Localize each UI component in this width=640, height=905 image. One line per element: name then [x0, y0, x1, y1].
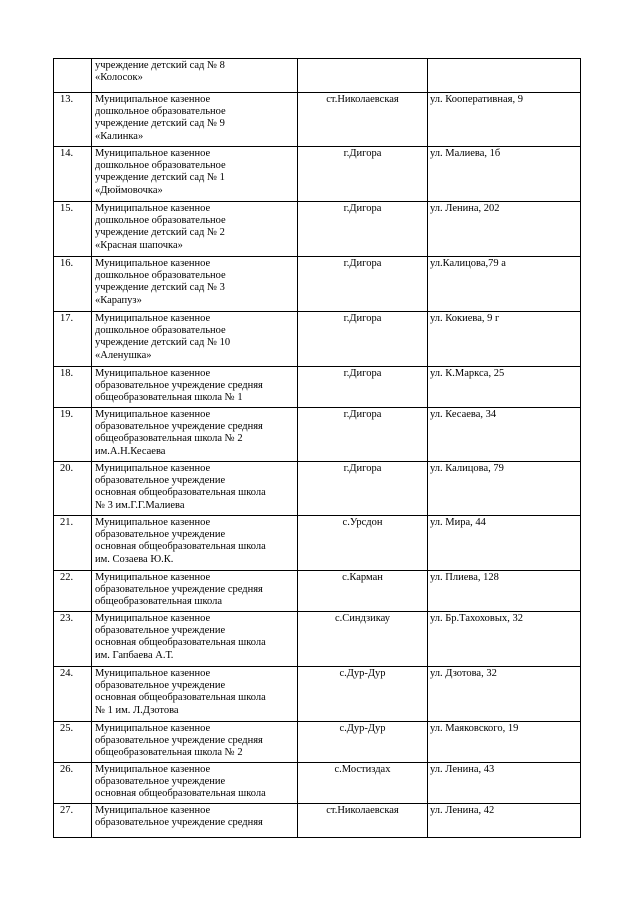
street-address: ул. К.Маркса, 25: [428, 367, 581, 408]
row-number: 14.: [54, 147, 92, 202]
institution-name: Муниципальное казенное образовательное учреждение средняя общеобразовательная школа № 1: [92, 367, 298, 408]
institutions-table: [53, 58, 581, 838]
street-address: ул.Калицова,79 а: [428, 257, 581, 312]
table-row: [54, 147, 581, 202]
street-address: ул. Кооперативная, 9: [428, 93, 581, 147]
row-number: 17.: [54, 312, 92, 367]
street-address: ул. Бр.Тахоховых, 32: [428, 612, 581, 667]
street-address: ул. Плиева, 128: [428, 571, 581, 612]
settlement: с.Карман: [298, 571, 428, 612]
street-address: ул. Ленина, 43: [428, 763, 581, 804]
table-row: [54, 257, 581, 312]
settlement: с.Синдзикау: [298, 612, 428, 667]
settlement: г.Дигора: [298, 408, 428, 462]
street-address: ул. Маяковского, 19: [428, 722, 581, 763]
row-number: [54, 59, 92, 93]
table-row: [54, 722, 581, 763]
institution-name: Муниципальное казенное дошкольное образовательное учреждение детский сад № 3 «Карапуз»: [92, 257, 298, 312]
settlement: г.Дигора: [298, 257, 428, 312]
street-address: ул. Малиева, 1б: [428, 147, 581, 202]
settlement: г.Дигора: [298, 367, 428, 408]
street-address: ул. Ленина, 202: [428, 202, 581, 257]
street-address: ул. Ленина, 42: [428, 804, 581, 838]
street-address: ул. Дзотова, 32: [428, 667, 581, 722]
table-row: [54, 804, 581, 838]
row-number: 27.: [54, 804, 92, 838]
institution-name: Муниципальное казенное дошкольное образовательное учреждение детский сад № 1 «Дюймовочка»: [92, 147, 298, 202]
table-row: [54, 516, 581, 571]
settlement: с.Дур-Дур: [298, 722, 428, 763]
settlement: г.Дигора: [298, 312, 428, 367]
settlement: г.Дигора: [298, 147, 428, 202]
row-number: 19.: [54, 408, 92, 462]
table-row: [54, 571, 581, 612]
institution-name: Муниципальное казенное дошкольное образовательное учреждение детский сад № 2 «Красная шапочка»: [92, 202, 298, 257]
street-address: ул. Кесаева, 34: [428, 408, 581, 462]
table-row: [54, 612, 581, 667]
table-row: [54, 667, 581, 722]
row-number: 26.: [54, 763, 92, 804]
settlement: с.Мостиздах: [298, 763, 428, 804]
table-row: [54, 408, 581, 462]
table-row: [54, 462, 581, 516]
row-number: 21.: [54, 516, 92, 571]
street-address: ул. Мира, 44: [428, 516, 581, 571]
institution-name: Муниципальное казенное дошкольное образовательное учреждение детский сад № 9 «Калинка»: [92, 93, 298, 147]
document-page: [53, 58, 580, 838]
street-address: ул. Калицова, 79: [428, 462, 581, 516]
institution-name: Муниципальное казенное дошкольное образовательное учреждение детский сад № 10 «Аленушка»: [92, 312, 298, 367]
table-row: [54, 93, 581, 147]
settlement: г.Дигора: [298, 202, 428, 257]
table-row: [54, 59, 581, 93]
table-row: [54, 763, 581, 804]
institution-name: Муниципальное казенное образовательное учреждение основная общеобразовательная школа № 3 им.Г.Г.Малиева: [92, 462, 298, 516]
row-number: 16.: [54, 257, 92, 312]
table-row: [54, 312, 581, 367]
row-number: 23.: [54, 612, 92, 667]
row-number: 15.: [54, 202, 92, 257]
institution-name: Муниципальное казенное образовательное учреждение основная общеобразовательная школа № 1 им. Л.Дзотова: [92, 667, 298, 722]
institution-name: Муниципальное казенное образовательное учреждение средняя: [92, 804, 298, 838]
street-address: ул. Кокиева, 9 г: [428, 312, 581, 367]
settlement: ст.Николаевская: [298, 93, 428, 147]
row-number: 20.: [54, 462, 92, 516]
institution-name: Муниципальное казенное образовательное учреждение средняя общеобразовательная школа № 2 им.А.Н.Кесаева: [92, 408, 298, 462]
row-number: 24.: [54, 667, 92, 722]
institution-name: Муниципальное казенное образовательное учреждение средняя общеобразовательная школа № 2: [92, 722, 298, 763]
row-number: 13.: [54, 93, 92, 147]
table-row: [54, 202, 581, 257]
institution-name: Муниципальное казенное образовательное учреждение основная общеобразовательная школа им. Созаева Ю.К.: [92, 516, 298, 571]
settlement: с.Урсдон: [298, 516, 428, 571]
row-number: 22.: [54, 571, 92, 612]
table-row: [54, 367, 581, 408]
street-address: [428, 59, 581, 93]
institution-name: Муниципальное казенное образовательное учреждение основная общеобразовательная школа: [92, 763, 298, 804]
institution-name: Муниципальное казенное образовательное учреждение средняя общеобразовательная школа: [92, 571, 298, 612]
institution-name: учреждение детский сад № 8 «Колосок»: [92, 59, 298, 93]
settlement: [298, 59, 428, 93]
row-number: 25.: [54, 722, 92, 763]
settlement: с.Дур-Дур: [298, 667, 428, 722]
institution-name: Муниципальное казенное образовательное учреждение основная общеобразовательная школа им. Гапбаева А.Т.: [92, 612, 298, 667]
settlement: ст.Николаевская: [298, 804, 428, 838]
settlement: г.Дигора: [298, 462, 428, 516]
row-number: 18.: [54, 367, 92, 408]
